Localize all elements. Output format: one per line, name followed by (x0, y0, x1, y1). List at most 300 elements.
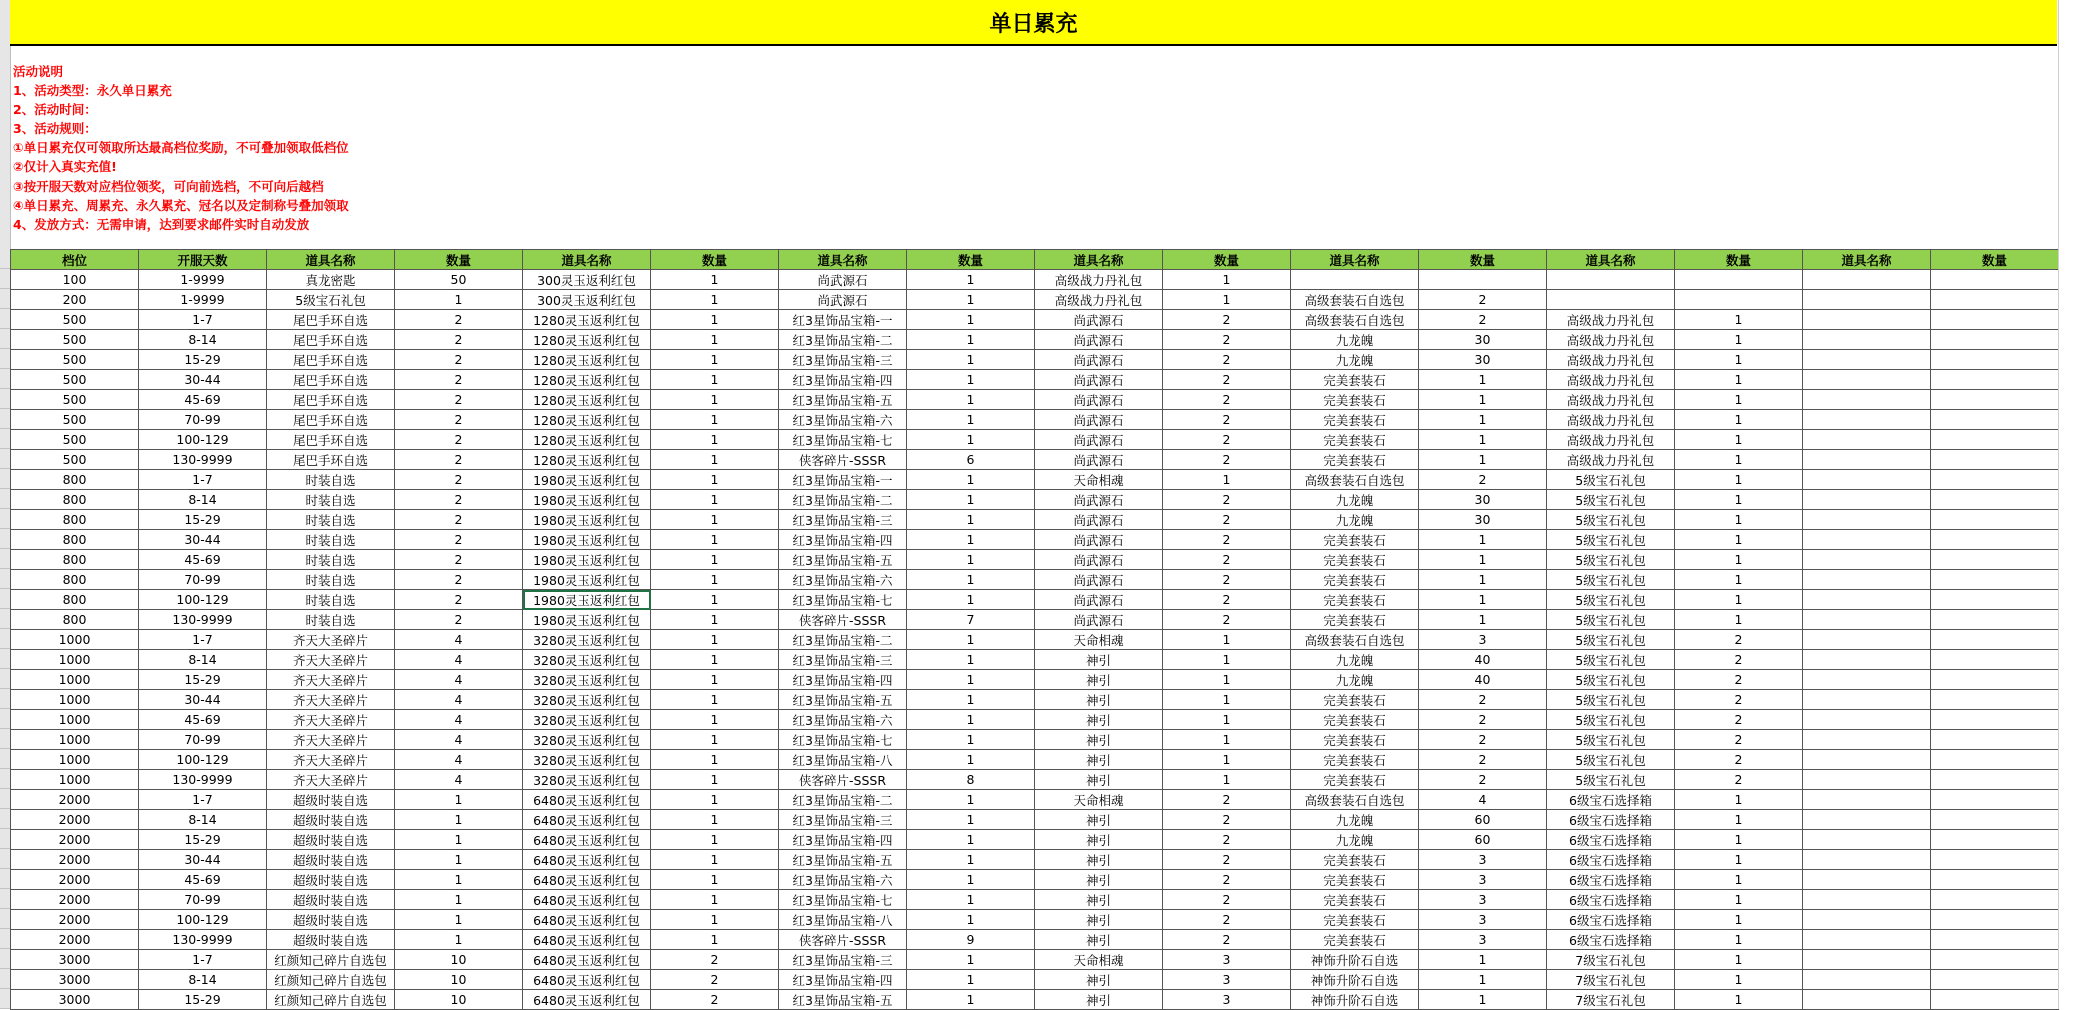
row-number-tick[interactable] (0, 349, 10, 369)
table-cell[interactable]: 1 (907, 890, 1035, 910)
table-cell[interactable]: 1 (907, 290, 1035, 310)
table-cell[interactable] (1803, 570, 1931, 590)
table-cell[interactable]: 130-9999 (139, 930, 267, 950)
table-cell[interactable]: 1 (907, 550, 1035, 570)
table-cell[interactable]: 8-14 (139, 810, 267, 830)
table-cell[interactable]: 1 (1675, 550, 1803, 570)
table-cell[interactable]: 红3星饰品宝箱-四 (779, 530, 907, 550)
table-cell[interactable]: 6级宝石选择箱 (1547, 810, 1675, 830)
table-cell[interactable]: 15-29 (139, 830, 267, 850)
table-cell[interactable]: 800 (11, 490, 139, 510)
table-cell[interactable]: 1 (1675, 970, 1803, 990)
table-cell[interactable]: 神引 (1035, 970, 1163, 990)
table-cell[interactable]: 1 (1675, 950, 1803, 970)
row-number-tick[interactable] (0, 509, 10, 529)
table-cell[interactable]: 红3星饰品宝箱-六 (779, 710, 907, 730)
table-cell[interactable]: 1 (1419, 430, 1547, 450)
table-cell[interactable]: 2000 (11, 810, 139, 830)
table-cell[interactable] (1675, 270, 1803, 290)
table-cell[interactable]: 6480灵玉返利红包 (523, 890, 651, 910)
table-cell[interactable]: 完美套装石 (1291, 410, 1419, 430)
table-cell[interactable]: 高级战力丹礼包 (1547, 370, 1675, 390)
table-cell[interactable]: 高级战力丹礼包 (1547, 430, 1675, 450)
table-cell[interactable]: 1000 (11, 670, 139, 690)
table-cell[interactable]: 1 (651, 470, 779, 490)
table-cell[interactable]: 1280灵玉返利红包 (523, 450, 651, 470)
table-cell[interactable]: 1 (651, 370, 779, 390)
table-cell[interactable]: 完美套装石 (1291, 570, 1419, 590)
table-cell[interactable]: 200 (11, 290, 139, 310)
table-cell[interactable]: 2 (395, 470, 523, 490)
table-cell[interactable]: 1 (1419, 970, 1547, 990)
table-cell[interactable]: 尾巴手环自选 (267, 310, 395, 330)
table-cell[interactable]: 1 (651, 510, 779, 530)
row-number-tick[interactable] (0, 769, 10, 789)
table-cell[interactable]: 2 (1163, 370, 1291, 390)
table-cell[interactable]: 2 (1675, 730, 1803, 750)
table-cell[interactable]: 1 (1675, 310, 1803, 330)
table-cell[interactable]: 红3星饰品宝箱-二 (779, 630, 907, 650)
table-cell[interactable] (1803, 310, 1931, 330)
table-cell[interactable] (1803, 350, 1931, 370)
table-cell[interactable]: 高级套装石自选包 (1291, 630, 1419, 650)
description-line[interactable]: ④单日累充、周累充、永久累充、冠名以及定制称号叠加领取 (13, 197, 349, 213)
table-cell[interactable]: 天命相魂 (1035, 950, 1163, 970)
table-cell[interactable]: 神引 (1035, 990, 1163, 1010)
table-cell[interactable]: 齐天大圣碎片 (267, 770, 395, 790)
table-cell[interactable]: 齐天大圣碎片 (267, 650, 395, 670)
table-cell[interactable]: 3000 (11, 950, 139, 970)
table-cell[interactable]: 800 (11, 550, 139, 570)
table-cell[interactable]: 15-29 (139, 670, 267, 690)
table-cell[interactable]: 50 (395, 270, 523, 290)
table-cell[interactable]: 1 (1675, 610, 1803, 630)
table-cell[interactable]: 2 (1163, 490, 1291, 510)
table-cell[interactable]: 4 (395, 670, 523, 690)
table-cell[interactable]: 2 (395, 430, 523, 450)
table-cell[interactable]: 500 (11, 430, 139, 450)
table-cell[interactable]: 1 (1675, 890, 1803, 910)
table-cell[interactable]: 2000 (11, 790, 139, 810)
table-cell[interactable]: 1 (1419, 990, 1547, 1010)
table-cell[interactable]: 红3星饰品宝箱-一 (779, 310, 907, 330)
table-cell[interactable]: 4 (395, 630, 523, 650)
table-cell[interactable]: 神引 (1035, 710, 1163, 730)
table-cell[interactable]: 2 (1163, 870, 1291, 890)
table-cell[interactable]: 尚武源石 (1035, 530, 1163, 550)
table-cell[interactable]: 2000 (11, 830, 139, 850)
table-cell[interactable]: 1 (1675, 930, 1803, 950)
table-cell[interactable]: 1 (395, 290, 523, 310)
table-cell[interactable]: 神饰升阶石自选 (1291, 950, 1419, 970)
table-cell[interactable]: 1 (1675, 590, 1803, 610)
table-cell[interactable]: 超级时装自选 (267, 830, 395, 850)
table-cell[interactable] (1931, 810, 2059, 830)
table-cell[interactable]: 5级宝石礼包 (1547, 750, 1675, 770)
row-number-tick[interactable] (0, 329, 10, 349)
table-cell[interactable]: 70-99 (139, 570, 267, 590)
table-cell[interactable]: 7级宝石礼包 (1547, 990, 1675, 1010)
table-cell[interactable]: 1980灵玉返利红包 (523, 490, 651, 510)
table-cell[interactable]: 1 (651, 490, 779, 510)
table-cell[interactable]: 5级宝石礼包 (1547, 490, 1675, 510)
table-cell[interactable] (1931, 550, 2059, 570)
table-cell[interactable]: 3280灵玉返利红包 (523, 690, 651, 710)
table-cell[interactable]: 1 (395, 910, 523, 930)
table-cell[interactable]: 尚武源石 (779, 270, 907, 290)
table-cell[interactable]: 九龙魄 (1291, 670, 1419, 690)
table-cell[interactable] (1803, 950, 1931, 970)
table-cell[interactable]: 30 (1419, 330, 1547, 350)
table-cell[interactable]: 红3星饰品宝箱-五 (779, 550, 907, 570)
table-cell[interactable]: 30-44 (139, 690, 267, 710)
table-cell[interactable]: 1 (651, 410, 779, 430)
table-cell[interactable]: 70-99 (139, 410, 267, 430)
column-header[interactable]: 道具名称 (779, 250, 907, 270)
table-cell[interactable]: 时装自选 (267, 550, 395, 570)
table-cell[interactable]: 1 (907, 470, 1035, 490)
table-cell[interactable]: 1 (395, 850, 523, 870)
table-cell[interactable]: 1 (1675, 830, 1803, 850)
table-cell[interactable]: 1 (651, 390, 779, 410)
table-cell[interactable]: 6 (907, 450, 1035, 470)
row-number-tick[interactable] (0, 269, 10, 289)
row-number-tick[interactable] (0, 889, 10, 909)
table-cell[interactable]: 5级宝石礼包 (1547, 630, 1675, 650)
table-cell[interactable]: 1 (1163, 690, 1291, 710)
table-cell[interactable]: 1 (1163, 470, 1291, 490)
table-cell[interactable]: 2 (395, 550, 523, 570)
table-cell[interactable]: 尚武源石 (1035, 370, 1163, 390)
table-cell[interactable]: 齐天大圣碎片 (267, 690, 395, 710)
table-cell[interactable] (1803, 750, 1931, 770)
column-header[interactable]: 数量 (395, 250, 523, 270)
table-cell[interactable]: 1 (907, 830, 1035, 850)
table-cell[interactable]: 神引 (1035, 850, 1163, 870)
table-cell[interactable]: 30-44 (139, 850, 267, 870)
table-cell[interactable]: 500 (11, 390, 139, 410)
table-cell[interactable]: 尾巴手环自选 (267, 370, 395, 390)
row-number-tick[interactable] (0, 689, 10, 709)
sheet-title[interactable]: 单日累充 (10, 0, 2057, 46)
table-cell[interactable]: 完美套装石 (1291, 530, 1419, 550)
table-cell[interactable]: 红3星饰品宝箱-八 (779, 910, 907, 930)
table-cell[interactable]: 800 (11, 610, 139, 630)
table-cell[interactable]: 5级宝石礼包 (1547, 610, 1675, 630)
table-cell[interactable]: 2 (651, 970, 779, 990)
table-cell[interactable]: 1 (907, 790, 1035, 810)
table-cell[interactable]: 1 (651, 290, 779, 310)
table-cell[interactable]: 1 (1675, 490, 1803, 510)
row-number-tick[interactable] (0, 389, 10, 409)
table-cell[interactable]: 1 (1163, 630, 1291, 650)
table-cell[interactable]: 6级宝石选择箱 (1547, 850, 1675, 870)
table-cell[interactable]: 时装自选 (267, 470, 395, 490)
table-cell[interactable]: 超级时装自选 (267, 850, 395, 870)
table-cell[interactable]: 1 (651, 810, 779, 830)
table-cell[interactable]: 1 (1163, 710, 1291, 730)
table-cell[interactable] (1931, 590, 2059, 610)
table-cell[interactable]: 1 (1675, 390, 1803, 410)
table-cell[interactable]: 3280灵玉返利红包 (523, 770, 651, 790)
table-cell[interactable]: 超级时装自选 (267, 810, 395, 830)
row-number-tick[interactable] (0, 529, 10, 549)
table-cell[interactable]: 2 (1163, 910, 1291, 930)
table-cell[interactable]: 1980灵玉返利红包 (523, 550, 651, 570)
table-cell[interactable] (1931, 350, 2059, 370)
table-cell[interactable]: 1980灵玉返利红包 (523, 530, 651, 550)
table-cell[interactable]: 神饰升阶石自选 (1291, 970, 1419, 990)
table-cell[interactable]: 完美套装石 (1291, 750, 1419, 770)
table-cell[interactable]: 尚武源石 (1035, 490, 1163, 510)
table-cell[interactable]: 红3星饰品宝箱-七 (779, 730, 907, 750)
table-cell[interactable]: 3280灵玉返利红包 (523, 650, 651, 670)
column-header[interactable]: 数量 (1419, 250, 1547, 270)
table-cell[interactable]: 1 (907, 970, 1035, 990)
table-cell[interactable]: 2 (1163, 430, 1291, 450)
table-cell[interactable] (1547, 290, 1675, 310)
table-cell[interactable]: 神引 (1035, 690, 1163, 710)
table-cell[interactable]: 2 (1163, 310, 1291, 330)
table-cell[interactable]: 1 (651, 850, 779, 870)
table-cell[interactable]: 500 (11, 450, 139, 470)
table-cell[interactable]: 2 (1163, 830, 1291, 850)
table-cell[interactable]: 6480灵玉返利红包 (523, 870, 651, 890)
table-cell[interactable]: 2 (1419, 730, 1547, 750)
table-cell[interactable]: 1 (1675, 910, 1803, 930)
table-cell[interactable]: 1 (907, 750, 1035, 770)
table-cell[interactable] (1803, 650, 1931, 670)
table-cell[interactable] (1931, 650, 2059, 670)
table-cell[interactable]: 2 (395, 490, 523, 510)
table-cell[interactable]: 300灵玉返利红包 (523, 290, 651, 310)
table-cell[interactable] (1803, 730, 1931, 750)
table-cell[interactable]: 1 (907, 270, 1035, 290)
row-number-tick[interactable] (0, 989, 10, 1009)
table-cell[interactable]: 完美套装石 (1291, 870, 1419, 890)
table-cell[interactable]: 完美套装石 (1291, 690, 1419, 710)
table-cell[interactable]: 神引 (1035, 870, 1163, 890)
row-number-tick[interactable] (0, 489, 10, 509)
table-cell[interactable]: 1 (907, 590, 1035, 610)
table-cell[interactable] (1931, 630, 2059, 650)
table-cell[interactable]: 1 (907, 990, 1035, 1010)
table-cell[interactable] (1803, 390, 1931, 410)
table-cell[interactable]: 2 (1163, 530, 1291, 550)
description-line[interactable]: 3、活动规则： (13, 121, 97, 137)
table-cell[interactable]: 完美套装石 (1291, 550, 1419, 570)
table-cell[interactable] (1931, 670, 2059, 690)
table-cell[interactable]: 红颜知己碎片自选包 (267, 970, 395, 990)
table-cell[interactable]: 红3星饰品宝箱-一 (779, 470, 907, 490)
table-cell[interactable]: 1-9999 (139, 270, 267, 290)
table-cell[interactable]: 1 (1675, 870, 1803, 890)
table-cell[interactable]: 尚武源石 (1035, 310, 1163, 330)
table-cell[interactable]: 1 (1675, 530, 1803, 550)
table-cell[interactable] (1803, 870, 1931, 890)
table-cell[interactable]: 红3星饰品宝箱-二 (779, 490, 907, 510)
table-cell[interactable]: 4 (395, 710, 523, 730)
table-cell[interactable]: 1 (651, 570, 779, 590)
table-cell[interactable]: 红3星饰品宝箱-四 (779, 670, 907, 690)
table-cell[interactable]: 7 (907, 610, 1035, 630)
table-cell[interactable]: 2 (1419, 770, 1547, 790)
table-cell[interactable]: 4 (395, 770, 523, 790)
table-cell[interactable]: 1 (651, 450, 779, 470)
table-cell[interactable]: 5级宝石礼包 (1547, 710, 1675, 730)
table-cell[interactable] (1803, 370, 1931, 390)
table-cell[interactable] (1931, 730, 2059, 750)
table-cell[interactable]: 尚武源石 (1035, 350, 1163, 370)
table-cell[interactable]: 完美套装石 (1291, 930, 1419, 950)
table-cell[interactable]: 高级战力丹礼包 (1547, 350, 1675, 370)
table-cell[interactable]: 天命相魂 (1035, 630, 1163, 650)
table-cell[interactable]: 6级宝石选择箱 (1547, 830, 1675, 850)
table-cell[interactable]: 500 (11, 410, 139, 430)
table-cell[interactable] (1803, 630, 1931, 650)
column-header[interactable]: 开服天数 (139, 250, 267, 270)
table-cell[interactable]: 超级时装自选 (267, 870, 395, 890)
table-cell[interactable] (1803, 670, 1931, 690)
table-cell[interactable] (1931, 950, 2059, 970)
table-cell[interactable] (1931, 790, 2059, 810)
table-cell[interactable]: 神引 (1035, 750, 1163, 770)
table-cell[interactable]: 1 (651, 770, 779, 790)
table-cell[interactable]: 1 (907, 510, 1035, 530)
row-number-tick[interactable] (0, 729, 10, 749)
table-cell[interactable]: 红3星饰品宝箱-五 (779, 690, 907, 710)
table-cell[interactable] (1803, 590, 1931, 610)
table-cell[interactable]: 2 (1419, 710, 1547, 730)
table-cell[interactable]: 8-14 (139, 330, 267, 350)
row-number-tick[interactable] (0, 849, 10, 869)
table-cell[interactable]: 1 (395, 890, 523, 910)
table-cell[interactable] (1803, 430, 1931, 450)
table-cell[interactable]: 5级宝石礼包 (267, 290, 395, 310)
table-cell[interactable]: 红3星饰品宝箱-三 (779, 810, 907, 830)
table-cell[interactable] (1931, 970, 2059, 990)
table-cell[interactable]: 1 (1675, 410, 1803, 430)
table-cell[interactable]: 1 (1675, 350, 1803, 370)
table-cell[interactable]: 70-99 (139, 890, 267, 910)
table-cell[interactable]: 1 (651, 630, 779, 650)
table-cell[interactable]: 3000 (11, 990, 139, 1010)
table-cell[interactable]: 2 (1419, 690, 1547, 710)
table-cell[interactable]: 九龙魄 (1291, 810, 1419, 830)
table-cell[interactable]: 2 (1163, 330, 1291, 350)
table-cell[interactable]: 15-29 (139, 350, 267, 370)
table-cell[interactable]: 3 (1419, 930, 1547, 950)
table-cell[interactable]: 2 (1163, 350, 1291, 370)
table-cell[interactable]: 30 (1419, 510, 1547, 530)
table-cell[interactable]: 1980灵玉返利红包 (523, 590, 651, 610)
table-cell[interactable]: 5级宝石礼包 (1547, 550, 1675, 570)
table-cell[interactable]: 2 (651, 950, 779, 970)
table-cell[interactable]: 红3星饰品宝箱-六 (779, 570, 907, 590)
table-cell[interactable]: 红3星饰品宝箱-三 (779, 350, 907, 370)
table-cell[interactable]: 齐天大圣碎片 (267, 710, 395, 730)
table-cell[interactable]: 1280灵玉返利红包 (523, 390, 651, 410)
table-cell[interactable]: 齐天大圣碎片 (267, 630, 395, 650)
table-cell[interactable] (1931, 270, 2059, 290)
row-number-tick[interactable] (0, 869, 10, 889)
table-cell[interactable]: 高级战力丹礼包 (1035, 290, 1163, 310)
column-header[interactable]: 档位 (11, 250, 139, 270)
table-cell[interactable]: 3 (1163, 970, 1291, 990)
table-cell[interactable]: 尾巴手环自选 (267, 430, 395, 450)
table-cell[interactable]: 3280灵玉返利红包 (523, 670, 651, 690)
table-cell[interactable]: 130-9999 (139, 450, 267, 470)
table-cell[interactable]: 1 (907, 390, 1035, 410)
table-cell[interactable]: 3 (1419, 630, 1547, 650)
table-cell[interactable]: 神引 (1035, 670, 1163, 690)
table-cell[interactable]: 6480灵玉返利红包 (523, 910, 651, 930)
table-cell[interactable]: 45-69 (139, 870, 267, 890)
table-cell[interactable]: 6级宝石选择箱 (1547, 790, 1675, 810)
table-cell[interactable]: 1 (651, 690, 779, 710)
table-cell[interactable]: 2000 (11, 890, 139, 910)
table-cell[interactable]: 2 (395, 510, 523, 530)
table-cell[interactable]: 尾巴手环自选 (267, 410, 395, 430)
table-cell[interactable] (1803, 830, 1931, 850)
column-header[interactable]: 道具名称 (1803, 250, 1931, 270)
table-cell[interactable]: 1 (1419, 570, 1547, 590)
table-cell[interactable] (1931, 990, 2059, 1010)
row-number-tick[interactable] (0, 669, 10, 689)
table-cell[interactable]: 超级时装自选 (267, 910, 395, 930)
table-cell[interactable]: 齐天大圣碎片 (267, 750, 395, 770)
column-header[interactable]: 数量 (1163, 250, 1291, 270)
table-cell[interactable]: 高级套装石自选包 (1291, 290, 1419, 310)
table-cell[interactable]: 800 (11, 510, 139, 530)
table-cell[interactable]: 神引 (1035, 890, 1163, 910)
description-line[interactable]: 1、活动类型：永久单日累充 (13, 83, 172, 99)
table-cell[interactable]: 3280灵玉返利红包 (523, 750, 651, 770)
table-cell[interactable]: 2000 (11, 850, 139, 870)
table-cell[interactable] (1675, 290, 1803, 310)
table-cell[interactable]: 完美套装石 (1291, 590, 1419, 610)
table-cell[interactable]: 1 (651, 650, 779, 670)
table-cell[interactable]: 1 (1675, 510, 1803, 530)
table-cell[interactable]: 超级时装自选 (267, 890, 395, 910)
table-cell[interactable]: 2 (1163, 890, 1291, 910)
table-cell[interactable]: 500 (11, 370, 139, 390)
table-cell[interactable]: 尚武源石 (1035, 390, 1163, 410)
row-number-tick[interactable] (0, 589, 10, 609)
table-cell[interactable]: 完美套装石 (1291, 730, 1419, 750)
table-cell[interactable]: 红3星饰品宝箱-六 (779, 410, 907, 430)
row-number-tick[interactable] (0, 749, 10, 769)
table-cell[interactable]: 2 (1163, 570, 1291, 590)
table-cell[interactable] (1803, 330, 1931, 350)
table-cell[interactable]: 红3星饰品宝箱-五 (779, 990, 907, 1010)
table-cell[interactable] (1931, 830, 2059, 850)
table-cell[interactable] (1803, 690, 1931, 710)
table-cell[interactable] (1931, 470, 2059, 490)
row-number-tick[interactable] (0, 409, 10, 429)
table-cell[interactable]: 1280灵玉返利红包 (523, 430, 651, 450)
row-number-tick[interactable] (0, 809, 10, 829)
table-cell[interactable]: 2000 (11, 870, 139, 890)
table-cell[interactable] (1419, 270, 1547, 290)
table-cell[interactable]: 1 (907, 630, 1035, 650)
table-cell[interactable]: 红3星饰品宝箱-三 (779, 510, 907, 530)
table-cell[interactable]: 高级战力丹礼包 (1547, 330, 1675, 350)
table-cell[interactable]: 2 (1675, 650, 1803, 670)
table-cell[interactable]: 神引 (1035, 910, 1163, 930)
description-line[interactable]: 4、发放方式：无需申请，达到要求邮件实时自动发放 (13, 216, 310, 232)
table-cell[interactable]: 1 (651, 910, 779, 930)
